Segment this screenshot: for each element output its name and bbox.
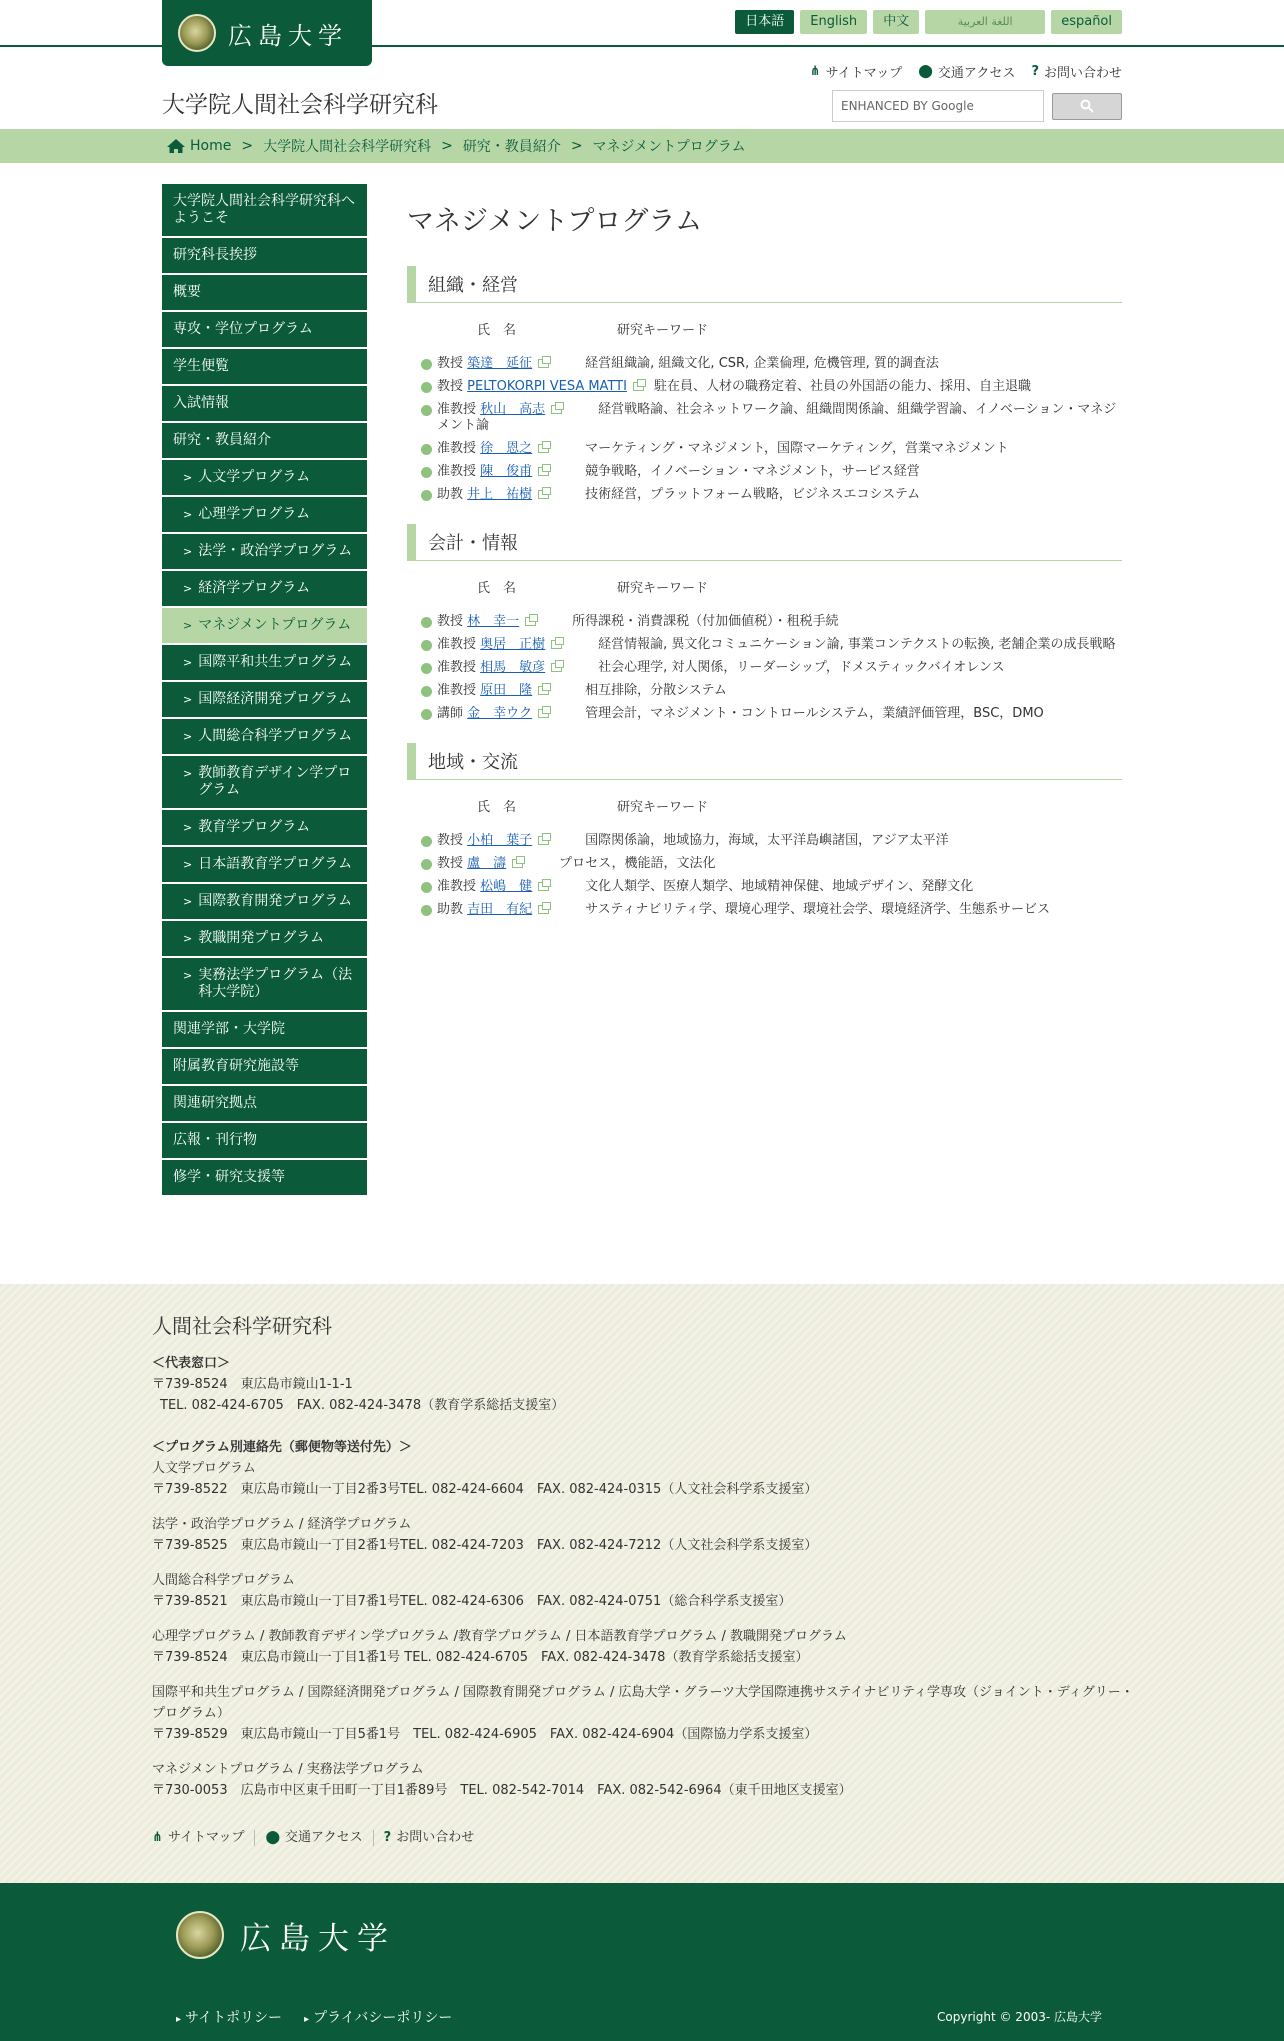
column-name-header: 氏 名 bbox=[477, 581, 517, 596]
sidebar-item-label: マネジメントプログラム bbox=[198, 617, 352, 633]
copyright: Copyright © 2003- 広島大学 bbox=[937, 2010, 1102, 2024]
search-box bbox=[832, 90, 1122, 122]
sidebar-item-label: 経済学プログラム bbox=[198, 580, 311, 596]
faculty-name-link[interactable]: 林 幸一 bbox=[467, 614, 520, 629]
sidebar-item-label: 関連学部・大学院 bbox=[173, 1021, 285, 1037]
bullet-icon bbox=[421, 359, 432, 370]
faculty-rank: 教授 bbox=[437, 833, 464, 848]
faculty-row bbox=[407, 833, 1122, 849]
sidebar-item-label: 人間総合科学プログラム bbox=[198, 728, 353, 744]
research-keywords: 駐在員、人材の職務定着、社員の外国語の能力、採用、自主退職 bbox=[653, 379, 1031, 394]
sidebar-item-label: 実務法学プログラム（法科大学院） bbox=[198, 967, 353, 1000]
program-contact-name: 国際平和共生プログラム / 国際経済開発プログラム / 国際教育開発プログラム / 広島大学・グラーツ大学国際連携サステイナビリティ学専攻（ジョイント・ディグリー・プログラム） bbox=[152, 1685, 1134, 1721]
faculty-rank: 教授 bbox=[437, 356, 464, 371]
program-contact-name: 心理学プログラム / 教師教育デザイン学プログラム /教育学プログラム / 日本語教育学プログラム / 教職開発プログラム bbox=[152, 1629, 847, 1644]
sidebar-item-label: 専攻・学位プログラム bbox=[173, 321, 313, 337]
external-link-icon bbox=[538, 444, 549, 453]
footer-title: 人間社会科学研究科 bbox=[152, 1314, 332, 1338]
sidebar-item[interactable] bbox=[162, 1160, 367, 1197]
column-keyword-header: 研究キーワード bbox=[617, 323, 709, 338]
sidebar-item-label: 研究・教員紹介 bbox=[173, 432, 271, 448]
sidebar-item-label: 教育学プログラム bbox=[198, 819, 311, 835]
breadcrumb-research-faculty[interactable]: 研究・教員紹介 bbox=[462, 139, 561, 155]
site-policy-label: サイトポリシー bbox=[185, 2010, 283, 2026]
section-heading: 組織・経営 bbox=[407, 266, 1122, 303]
research-keywords: 社会心理学, 対人関係，リーダーシップ，ドメスティックバイオレンス bbox=[598, 660, 1005, 675]
faculty-name-link[interactable]: 松嶋 健 bbox=[480, 879, 533, 894]
sidebar-item-label: 学生便覧 bbox=[173, 358, 229, 374]
breadcrumb-separator: > bbox=[570, 138, 583, 154]
sidebar-item[interactable] bbox=[162, 184, 367, 238]
header-links bbox=[810, 62, 1122, 81]
bullet-icon bbox=[421, 905, 432, 916]
chevron-right-icon: > bbox=[183, 582, 193, 595]
sidebar-item-label: 大学院人間社会科学研究科へようこそ bbox=[173, 193, 355, 226]
logo-text: 広島大学 bbox=[228, 21, 348, 50]
chevron-right-icon: > bbox=[183, 693, 193, 706]
external-link-icon bbox=[538, 709, 549, 718]
faculty-section bbox=[407, 524, 1122, 722]
program-contact-address: 〒730-0053 広島市中区東千田町一丁目1番89号 TEL. 082-542-7014 FAX. 082-542-6964（東千田地区支援室） bbox=[152, 1783, 852, 1798]
faculty-row bbox=[407, 706, 1122, 722]
header-access-link[interactable] bbox=[918, 62, 1015, 81]
sidebar-item[interactable] bbox=[162, 1123, 367, 1160]
sidebar-item[interactable] bbox=[162, 534, 367, 571]
faculty-rank: 教授 bbox=[437, 379, 464, 394]
program-contact-address: 〒739-8522 東広島市鏡山一丁目2番3号TEL. 082-424-6604 FAX. 082-424-0315（人文社会科学系支援室） bbox=[152, 1482, 818, 1497]
sidebar-item[interactable] bbox=[162, 238, 367, 275]
sidebar-item-label: 日本語教育学プログラム bbox=[198, 856, 353, 872]
home-icon bbox=[166, 138, 186, 154]
header-contact-link[interactable] bbox=[1031, 62, 1122, 81]
external-link-icon bbox=[538, 490, 549, 499]
chevron-right-icon: > bbox=[183, 508, 193, 521]
chevron-right-icon: > bbox=[183, 858, 193, 871]
footer-sitemap-label: サイトマップ bbox=[167, 1830, 245, 1845]
external-link-icon bbox=[633, 382, 644, 391]
bullet-icon bbox=[421, 686, 432, 697]
privacy-policy-label: プライバシーポリシー bbox=[313, 2010, 453, 2026]
sidebar-item-label: 法学・政治学プログラム bbox=[198, 543, 353, 559]
sitemap-icon: ⋔ bbox=[152, 1830, 163, 1845]
header-contact-label: お問い合わせ bbox=[1043, 66, 1122, 81]
university-emblem-icon bbox=[178, 14, 216, 52]
policy-links bbox=[176, 2007, 452, 2027]
column-headers bbox=[407, 319, 1122, 338]
breadcrumb-home[interactable]: Home bbox=[190, 138, 232, 154]
footer-access-link[interactable] bbox=[265, 1827, 362, 1848]
header-sitemap-link[interactable] bbox=[810, 62, 902, 81]
map-pin-icon: ⬤ bbox=[265, 1830, 281, 1845]
footer-contact-label: お問い合わせ bbox=[396, 1830, 475, 1845]
footer-sitemap-link[interactable] bbox=[152, 1827, 244, 1848]
program-contact-name: マネジメントプログラム / 実務法学プログラム bbox=[152, 1762, 424, 1777]
sidebar-item[interactable] bbox=[162, 386, 367, 423]
sidebar-item[interactable] bbox=[162, 847, 367, 884]
footer-access-label: 交通アクセス bbox=[285, 1830, 363, 1845]
sidebar-item[interactable] bbox=[162, 423, 367, 460]
header-sitemap-label: サイトマップ bbox=[825, 66, 903, 81]
chevron-right-icon: ▸ bbox=[304, 2014, 310, 2025]
external-link-icon bbox=[551, 663, 562, 672]
sidebar-item-label: 概要 bbox=[173, 284, 201, 300]
footer-contact-link[interactable] bbox=[384, 1827, 475, 1848]
chevron-right-icon: > bbox=[183, 969, 193, 982]
chevron-right-icon: > bbox=[183, 656, 193, 669]
research-keywords: 経営戦略論、社会ネットワーク論、組織間関係論、組織学習論、イノベーション・マネジメント論 bbox=[437, 402, 1117, 433]
faculty-rank: 准教授 bbox=[437, 637, 477, 652]
site-title[interactable]: 大学院人間社会科学研究科 bbox=[162, 92, 438, 118]
faculty-name-link[interactable]: 金 幸ウク bbox=[467, 706, 533, 721]
bullet-icon bbox=[421, 836, 432, 847]
column-name-header: 氏 名 bbox=[477, 800, 517, 815]
external-link-icon bbox=[538, 467, 549, 476]
lang-spanish[interactable]: español bbox=[1051, 10, 1122, 34]
faculty-row bbox=[407, 902, 1122, 918]
sidebar-item-label: 心理学プログラム bbox=[198, 506, 311, 522]
faculty-name-link[interactable]: 奥居 正樹 bbox=[480, 637, 546, 652]
bullet-icon bbox=[421, 617, 432, 628]
search-button[interactable] bbox=[1052, 93, 1122, 120]
sidebar-item[interactable] bbox=[162, 497, 367, 534]
section-heading: 地域・交流 bbox=[407, 743, 1122, 780]
research-keywords: 競争戦略，イノベーション・マネジメント，サービス経営 bbox=[585, 464, 920, 479]
bullet-icon bbox=[421, 467, 432, 478]
sidebar-item-label: 広報・刊行物 bbox=[173, 1132, 257, 1148]
sidebar-item-label: 関連研究拠点 bbox=[173, 1095, 257, 1111]
footer bbox=[0, 1284, 1284, 1883]
program-contact-address: 〒739-8521 東広島市鏡山一丁目7番1号TEL. 082-424-6306 FAX. 082-424-0751（総合科学系支援室） bbox=[152, 1594, 792, 1609]
program-contact bbox=[152, 1458, 1142, 1500]
faculty-name-link[interactable]: 秋山 高志 bbox=[480, 402, 546, 417]
bullet-icon bbox=[421, 405, 432, 416]
sidebar-item-label: 国際教育開発プログラム bbox=[198, 893, 353, 909]
main-area bbox=[0, 163, 1284, 1284]
chevron-right-icon: > bbox=[183, 821, 193, 834]
bullet-icon bbox=[421, 663, 432, 674]
breadcrumb-separator: > bbox=[441, 138, 453, 154]
faculty-name-link[interactable]: 小柏 葉子 bbox=[467, 833, 533, 848]
site-bottom-bar bbox=[0, 1883, 1284, 2041]
faculty-row bbox=[407, 487, 1122, 503]
sidebar-item[interactable] bbox=[162, 1049, 367, 1086]
sidebar-item-label: 教師教育デザイン学プログラム bbox=[198, 765, 352, 798]
program-contact-name: 法学・政治学プログラム / 経済学プログラム bbox=[152, 1517, 412, 1532]
site-header bbox=[0, 0, 1284, 129]
external-link-icon bbox=[525, 617, 536, 626]
header-access-label: 交通アクセス bbox=[937, 66, 1016, 81]
bottom-university-logo[interactable] bbox=[176, 1911, 396, 1959]
map-pin-icon: ⬤ bbox=[918, 64, 933, 79]
faculty-rank: 准教授 bbox=[437, 464, 477, 479]
bullet-icon bbox=[421, 444, 432, 455]
sidebar-nav bbox=[162, 184, 367, 1197]
lang-english[interactable]: English bbox=[800, 10, 867, 34]
sidebar-item[interactable] bbox=[162, 571, 367, 608]
sidebar-item[interactable] bbox=[162, 312, 367, 349]
program-contact bbox=[152, 1759, 1142, 1801]
faculty-name-link[interactable]: 原田 隆 bbox=[480, 683, 533, 698]
faculty-rank: 助教 bbox=[437, 902, 464, 917]
breadcrumb-graduate-school[interactable]: 大学院人間社会科学研究科 bbox=[263, 139, 432, 155]
column-keyword-header: 研究キーワード bbox=[617, 800, 709, 815]
lang-japanese[interactable]: 日本語 bbox=[735, 10, 794, 34]
sidebar-item[interactable] bbox=[162, 810, 367, 847]
sidebar-item-label: 教職開発プログラム bbox=[198, 930, 325, 946]
bullet-icon bbox=[421, 490, 432, 501]
breadcrumb bbox=[0, 129, 1284, 163]
external-link-icon bbox=[538, 836, 549, 845]
faculty-rank: 准教授 bbox=[437, 879, 477, 894]
program-contact bbox=[152, 1514, 1142, 1556]
chevron-right-icon: > bbox=[183, 895, 193, 908]
sidebar-item-label: 人文学プログラム bbox=[198, 469, 311, 485]
search-input[interactable] bbox=[832, 90, 1044, 122]
question-icon: ? bbox=[1031, 64, 1039, 79]
university-emblem-icon bbox=[176, 1911, 224, 1959]
research-keywords: 所得課税・消費課税（付加価値税）・租税手続 bbox=[572, 614, 839, 629]
footer-link-divider bbox=[373, 1830, 374, 1846]
faculty-section bbox=[407, 743, 1122, 918]
footer-links bbox=[152, 1827, 1142, 1848]
faculty-name-link[interactable]: 陳 俊甫 bbox=[480, 464, 533, 479]
sidebar-item[interactable] bbox=[162, 756, 367, 810]
sidebar-item[interactable] bbox=[162, 349, 367, 386]
faculty-rank: 准教授 bbox=[437, 441, 477, 456]
sidebar-item[interactable] bbox=[162, 645, 367, 682]
faculty-rank: 教授 bbox=[437, 856, 464, 871]
privacy-policy-link[interactable] bbox=[304, 2007, 452, 2027]
chevron-right-icon: > bbox=[183, 730, 193, 743]
language-switcher bbox=[735, 10, 1122, 34]
external-link-icon bbox=[551, 405, 562, 414]
search-icon bbox=[1080, 99, 1094, 113]
faculty-row bbox=[407, 614, 1122, 630]
main-office-heading: ＜代表窓口＞ bbox=[152, 1356, 231, 1371]
main-content bbox=[407, 199, 1122, 939]
faculty-row bbox=[407, 683, 1122, 699]
program-contact-address: 〒739-8525 東広島市鏡山一丁目2番1号TEL. 082-424-7203 FAX. 082-424-7212（人文社会科学系支援室） bbox=[152, 1538, 818, 1553]
chevron-right-icon: > bbox=[183, 619, 193, 632]
program-contact-name: 人文学プログラム bbox=[152, 1461, 256, 1476]
bullet-icon bbox=[421, 640, 432, 651]
sidebar-item[interactable] bbox=[162, 608, 367, 645]
chevron-right-icon: > bbox=[183, 932, 193, 945]
faculty-row bbox=[407, 402, 1122, 434]
sidebar-item[interactable] bbox=[162, 1086, 367, 1123]
program-contacts bbox=[152, 1458, 1142, 1801]
faculty-row bbox=[407, 660, 1122, 676]
faculty-name-link[interactable]: 井上 祐樹 bbox=[467, 487, 533, 502]
faculty-rank: 教授 bbox=[437, 614, 464, 629]
faculty-section bbox=[407, 266, 1122, 503]
faculty-row bbox=[407, 379, 1122, 395]
sidebar-item[interactable] bbox=[162, 921, 367, 958]
external-link-icon bbox=[551, 640, 562, 649]
faculty-row bbox=[407, 637, 1122, 653]
breadcrumb-current[interactable]: マネジメントプログラム bbox=[592, 139, 746, 155]
external-link-icon bbox=[538, 359, 549, 368]
footer-contact-info bbox=[152, 1316, 1142, 1848]
faculty-rank: 講師 bbox=[437, 706, 464, 721]
sidebar-item-label: 入試情報 bbox=[173, 395, 229, 411]
research-keywords: 管理会計，マネジメント・コントロールシステム，業績評価管理，BSC，DMO bbox=[585, 706, 1044, 721]
external-link-icon bbox=[538, 882, 549, 891]
main-office-address: 〒739-8524 東広島市鏡山1-1-1 bbox=[152, 1377, 353, 1392]
faculty-rank: 准教授 bbox=[437, 402, 477, 417]
research-keywords: 経営情報論, 異文化コミュニケーション論, 事業コンテクストの転換, 老舗企業の成長戦略 bbox=[598, 637, 1116, 652]
sidebar-item[interactable] bbox=[162, 682, 367, 719]
bullet-icon bbox=[421, 382, 432, 393]
chevron-right-icon: > bbox=[183, 767, 193, 780]
research-keywords: サスティナビリティ学、環境心理学、環境社会学、環境経済学、生態系サービス bbox=[585, 902, 1051, 917]
sidebar-item[interactable] bbox=[162, 719, 367, 756]
chevron-right-icon: > bbox=[183, 545, 193, 558]
faculty-row bbox=[407, 464, 1122, 480]
sidebar-item-label: 国際経済開発プログラム bbox=[198, 691, 353, 707]
sidebar-item[interactable] bbox=[162, 958, 367, 1012]
program-contact-address: 〒739-8524 東広島市鏡山一丁目1番1号 TEL. 082-424-6705 FAX. 082-424-3478（教育学系総括支援室） bbox=[152, 1650, 809, 1665]
bullet-icon bbox=[421, 709, 432, 720]
external-link-icon bbox=[538, 905, 549, 914]
bullet-icon bbox=[421, 882, 432, 893]
faculty-rank: 准教授 bbox=[437, 683, 477, 698]
program-contact bbox=[152, 1626, 1142, 1668]
faculty-name-link[interactable]: PELTOKORPI VESA MATTI bbox=[467, 379, 627, 394]
column-name-header: 氏 名 bbox=[477, 323, 517, 338]
faculty-name-link[interactable]: 築達 延征 bbox=[467, 356, 533, 371]
faculty-rank: 助教 bbox=[437, 487, 464, 502]
section-heading: 会計・情報 bbox=[407, 524, 1122, 561]
faculty-row bbox=[407, 441, 1122, 457]
faculty-name-link[interactable]: 徐 恩之 bbox=[480, 441, 533, 456]
breadcrumb-separator: > bbox=[241, 138, 254, 154]
research-keywords: 相互排除，分散システム bbox=[585, 683, 727, 698]
faculty-sections bbox=[407, 266, 1122, 918]
sidebar-item[interactable] bbox=[162, 275, 367, 312]
sidebar-item-label: 研究科長挨拶 bbox=[173, 247, 257, 263]
sitemap-icon: ⋔ bbox=[809, 64, 821, 79]
lang-chinese[interactable]: 中文 bbox=[873, 10, 919, 34]
faculty-name-link[interactable]: 盧 濤 bbox=[467, 856, 507, 871]
bottom-logo-text: 広島大学 bbox=[240, 1920, 396, 1957]
research-keywords: 経営組織論, 組織文化, CSR, 企業倫理, 危機管理, 質的調査法 bbox=[585, 356, 939, 371]
program-contact-name: 人間総合科学プログラム bbox=[152, 1573, 295, 1588]
external-link-icon bbox=[538, 686, 549, 695]
research-keywords: 文化人類学、医療人類学、地域精神保健、地域デザイン、発酵文化 bbox=[585, 879, 974, 894]
research-keywords: マーケティング・マネジメント，国際マーケティング，営業マネジメント bbox=[585, 441, 1009, 456]
program-contact bbox=[152, 1682, 1142, 1745]
bullet-icon bbox=[421, 859, 432, 870]
university-logo[interactable] bbox=[162, 0, 372, 66]
faculty-row bbox=[407, 879, 1122, 895]
program-contact bbox=[152, 1570, 1142, 1612]
sidebar-item-label: 附属教育研究施設等 bbox=[173, 1058, 299, 1074]
faculty-row bbox=[407, 356, 1122, 372]
chevron-right-icon: ▸ bbox=[176, 2014, 182, 2025]
column-keyword-header: 研究キーワード bbox=[617, 581, 709, 596]
faculty-name-link[interactable]: 吉田 有紀 bbox=[467, 902, 533, 917]
program-contacts-heading: ＜プログラム別連絡先（郵便物等送付先）＞ bbox=[152, 1440, 412, 1455]
sidebar-item[interactable] bbox=[162, 460, 367, 497]
research-keywords: プロセス，機能語，文法化 bbox=[559, 856, 716, 871]
faculty-name-link[interactable]: 相馬 敏彦 bbox=[480, 660, 546, 675]
research-keywords: 国際関係論，地域協力，海域，太平洋島嶼諸国，アジア太平洋 bbox=[585, 833, 949, 848]
chevron-right-icon: > bbox=[183, 471, 193, 484]
lang-arabic[interactable]: اللغة العربية bbox=[925, 10, 1045, 34]
faculty-row bbox=[407, 856, 1122, 872]
sidebar-item-label: 修学・研究支援等 bbox=[173, 1169, 285, 1185]
column-headers bbox=[407, 796, 1122, 815]
sidebar-item-label: 国際平和共生プログラム bbox=[198, 654, 353, 670]
external-link-icon bbox=[512, 859, 523, 868]
research-keywords: 技術経営，プラットフォーム戦略，ビジネスエコシステム bbox=[585, 487, 921, 502]
page-title: マネジメントプログラム bbox=[407, 206, 703, 237]
sidebar-item[interactable] bbox=[162, 1012, 367, 1049]
sidebar-item[interactable] bbox=[162, 884, 367, 921]
main-office-phone: TEL. 082-424-6705 FAX. 082-424-3478（教育学系総括支援室） bbox=[160, 1398, 565, 1413]
footer-link-divider bbox=[254, 1830, 255, 1846]
column-headers bbox=[407, 577, 1122, 596]
question-icon: ? bbox=[383, 1830, 392, 1845]
faculty-rank: 准教授 bbox=[437, 660, 477, 675]
program-contact-address: 〒739-8529 東広島市鏡山一丁目5番1号 TEL. 082-424-6905 FAX. 082-424-6904（国際協力学系支援室） bbox=[152, 1727, 818, 1742]
site-policy-link[interactable] bbox=[176, 2007, 282, 2027]
